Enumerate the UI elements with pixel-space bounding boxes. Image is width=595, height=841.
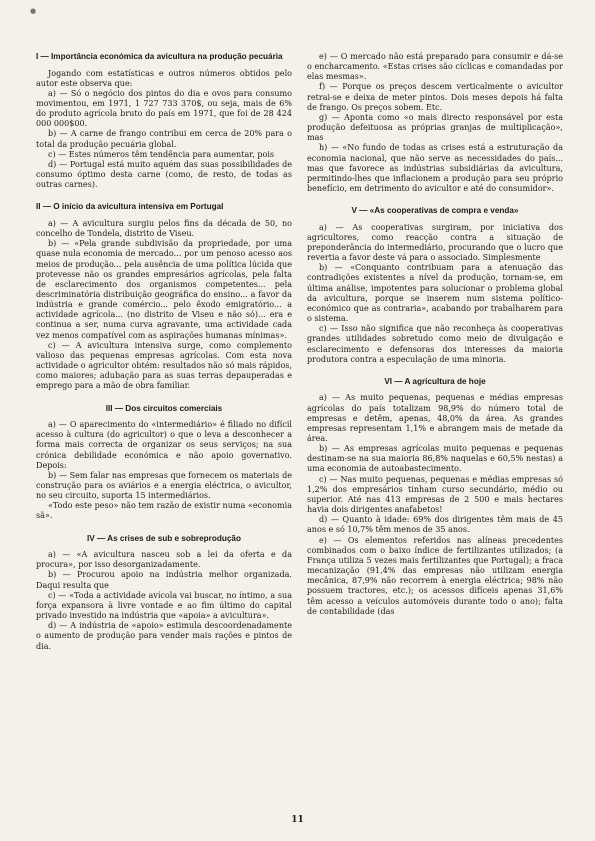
- section-4-continued: [307, 52, 563, 194]
- s4-paragraph: c) — «Toda a actividade avícola vai buscar, no íntimo, a sua força expansora à livre vontade e ao fim último do capital privado investido na indústria que «apoia» a avicultura».: [36, 590, 292, 621]
- s1-paragraph: Jogando com estatísticas e outros números obtidos pelo autor este observa que:: [36, 68, 292, 88]
- s5-paragraph: b) — «Conquanto contribuam para a atenuação das contradições existentes a nível da produção, tornam-se, em última análise, impotentes para solucionar o problema global da avicultura, porque se inserem num sistema político-económico que as contraria», acabando por trabalharem para o sistema.: [307, 263, 563, 324]
- s5-paragraph: c) — Isso não significa que não reconheça às cooperativas grandes utilidades sobretudo como meio de divulgação e esclarecimento e defensoras dos interesses da maioria produtora contra a especulação de uma minoria.: [307, 324, 563, 364]
- s5-paragraph: a) — As cooperativas surgiram, por iniciativa dos agricultores, como reacção contra a situação de preponderância do intermediário, procurando que o lucro que revertia a favor deste vá para o associado. Simplesmente: [307, 222, 563, 263]
- s1-paragraph: a) — Só o negócio dos pintos do dia e ovos para consumo movimentou, em 1971, 1 727 733 370$, ou seja, mais de 6% do produto agrícola bruto do país em 1971, que foi de 28 424 000 000$00.: [36, 88, 292, 129]
- s1-paragraph: c) — Estes números têm tendência para aumentar, pois: [48, 149, 275, 159]
- s2-paragraph: c) — A avicultura intensiva surge, como complemento valioso das pequenas empresas agrícolas. Com esta nova actividade o agricultor obtém: resultados não só mais rápidos, como maiores; adubação para as suas terras depauperadas e emprego para a mão de obra familiar.: [36, 340, 292, 391]
- s3-paragraph: b) — Sem falar nas empresas que fornecem os materiais de construção para os aviários e a energia eléctrica, o avicultor, no seu circuito, suporta 15 intermediários.: [36, 470, 292, 501]
- s4-paragraph: b) — Procurou apoio na indústria melhor organizada. Daqui resulta que: [36, 570, 292, 590]
- right-column: [307, 52, 563, 617]
- section-4-title: IV — As crises de sub e sobreprodução: [87, 533, 241, 543]
- section-5: [307, 206, 563, 365]
- s4-paragraph: h) — «No fundo de todas as crises está a estruturação da economia nacional, que não serve as necessidades do país... mas que favorece as indústrias subsidiárias da avicultura, permitindo-lhes que inflacionem a produção para seu próprio benefício, em detrimento do avicultor e até do consumidor».: [307, 143, 563, 194]
- section-4: [36, 534, 292, 652]
- s4-paragraph: a) — «A avicultura nasceu sob a lei da oferta e da procura», por isso desorganizadamente.: [36, 550, 292, 570]
- section-2-title: II — O início da avicultura intensiva em Portugal: [36, 202, 224, 212]
- section-3: [36, 404, 292, 522]
- corner-mark: ●: [30, 7, 37, 15]
- s3-paragraph: a) — O aparecimento do «intermediário» é filiado no difícil acesso à cultura (do agricultor) o que o leva a desconhecer a forma mais correcta de organizar os seus serviços; na sua crónica debilidade económica e não apoio governativo. Depois:: [36, 420, 292, 470]
- s1-paragraph: b) — A carne de frango contribui em cerca de 20% para o total da produção pecuária global.: [36, 129, 292, 149]
- s2-paragraph: b) — «Pela grande subdivisão da propriedade, por uma quase nula economia de mercado... por um penoso acesso aos meios de produção... pela ausência de uma política lúcida que protevesse não os grandes empresários agrícolas, pela falta de esclarecimento dos organismos competentes... pela descriminatória distribuição geográfica do ensino... a favor da indústria e grande comércio... pelo êxodo emigratório... a actividade agrícola... (no distrito de Viseu e não só)... era e continua a ser, numa curva agravante, uma actividade cada vez menos compatível com as aspirações humanas mínimas».: [36, 239, 292, 340]
- s4-paragraph: d) — A indústria de «apoio» estimula descoordenadamente o aumento de produção para vender mais rações e pintos de dia.: [36, 621, 292, 651]
- s6-paragraph: e) — Os elementos referidos nas alíneas precedentes combinados com o baixo índice de fertilizantes utilizados; (a França utiliza 5 vezes mais fertilizantes que Portugal); a fraca mecanização (91,4% das empresas não utilizam energia mecânica, 87,9% não recorrem à energia eléctrica; 98% não possuem tractores, etc.); os acessos difíceis apenas 31,6% têm acesso a veículos automóveis durante todo o ano); falta de contabilidade (das: [307, 535, 563, 616]
- s4-paragraph: g) — Aponta como «o mais directo responsável por esta produção defeituosa as próprias granjas de multiplicação», mas: [307, 112, 563, 143]
- left-column: [36, 52, 292, 652]
- section-1-title: I — Importância económica da avicultura na produção pecuária: [36, 52, 283, 61]
- section-5-title: V — «As cooperativas de compra e venda»: [351, 206, 519, 216]
- section-6: [307, 377, 563, 617]
- section-1: [36, 52, 292, 190]
- section-2: [36, 202, 292, 391]
- page-number: 11: [291, 815, 304, 825]
- s6-paragraph: c) — Nas muito pequenas, pequenas e médias empresas só 1,2% dos empresários tinham curso secundário, médio ou superior. Até nas 413 empresas de 2 500 e mais hectares havia dois dirigentes anafabetos!: [307, 474, 563, 515]
- s2-paragraph: a) — A avicultura surgiu pelos fins da década de 50, no concelho de Tondela, distrito de Viseu.: [36, 218, 292, 239]
- s6-paragraph: d) — Quanto à idade: 69% dos dirigentes têm mais de 45 anos e só 10,7% têm menos de 35 anos.: [307, 515, 563, 535]
- s3-paragraph: «Todo este peso» não tem razão de existir numa «economia sã».: [36, 501, 292, 521]
- s1-paragraph: d) — Portugal está muito aquém das suas possibilidades de consumo óptimo desta carne (como, de resto, de todas as outras carnes).: [36, 159, 292, 190]
- s4-paragraph: e) — O mercado não está preparado para consumir e dá-se o encharcamento. «Estas crises são cíclicas e comandadas por elas mesmas».: [307, 52, 563, 82]
- s6-paragraph: b) — As empresas agrícolas muito pequenas e pequenas destinam-se na sua maioria 86,8% naquelas e 60,5% nestas) a uma economia de autoabastecimento.: [307, 444, 563, 474]
- section-6-title: VI — A agricultura de hoje: [384, 376, 486, 386]
- section-3-title: III — Dos circuitos comerciais: [105, 403, 223, 413]
- s6-paragraph: a) — As muito pequenas, pequenas e médias empresas agrícolas do país totalizam 98,9% do número total de empresas e detêm, apenas, 48,0% da área. As grandes empresas representam 1,1% e abrangem mais de metade da área.: [307, 393, 563, 443]
- s4-paragraph: f) — Porque os preços descem verticalmente o avicultor retrai-se e deixa de meter pintos. Dois meses depois há falta de frango. Os preços sobem. Etc.: [307, 82, 563, 112]
